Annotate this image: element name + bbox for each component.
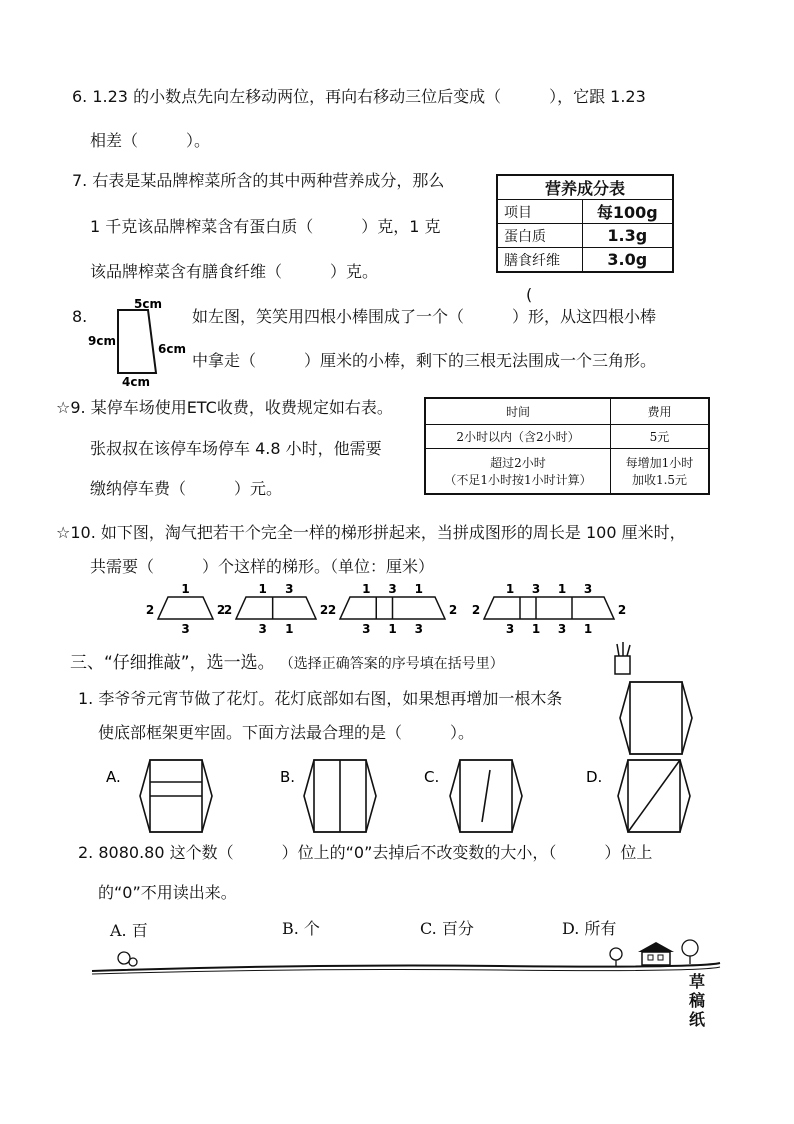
fee-row1-cost: 5元	[611, 424, 710, 448]
bush-icon	[118, 952, 137, 966]
q8-line1: 如左图，笑笑用四根小棒围成了一个（ ）形，从这四根小棒	[192, 307, 657, 326]
side-label: 2	[471, 603, 481, 617]
fee-row2-cost-b: 加收1.5元	[631, 472, 688, 487]
option-b-label: B.	[280, 768, 296, 786]
lantern-option-a	[140, 760, 212, 832]
lantern-reference-frame	[620, 682, 692, 754]
q9-line2: 张叔叔在该停车场停车 4.8 小时，他需要	[90, 439, 382, 458]
trapezoid-chain-figure	[0, 582, 794, 645]
edge-label-top: 3	[583, 582, 593, 596]
s3-q2-line2: 的“0”不用读出来。	[98, 883, 237, 902]
fee-header-time: 时间	[425, 398, 611, 424]
label-left: 9cm	[88, 334, 116, 348]
nutrition-row-value: 3.0g	[582, 248, 673, 273]
q9-line3: 缴纳停车费（ ）元。	[90, 479, 283, 498]
side-label: 2	[319, 603, 329, 617]
edge-label-bottom: 3	[362, 622, 371, 636]
footer-decoration	[0, 936, 794, 986]
side-label: 2	[145, 603, 155, 617]
margin-char: 纸	[688, 1010, 705, 1029]
side-label: 2	[216, 603, 226, 617]
trapezoid-figure	[86, 296, 196, 390]
s3-q1-line1: 1. 李爷爷元宵节做了花灯。花灯底部如右图，如果想再增加一根木条	[78, 689, 563, 708]
lantern-option-d	[618, 760, 690, 832]
s3-q1-line2: 使底部框架更牢固。下面方法最合理的是（ ）。	[98, 723, 475, 742]
edge-label-bottom: 1	[583, 622, 593, 636]
trapezoid-strip	[158, 597, 213, 619]
q10-line1: ☆10. 如下图，淘气把若干个完全一样的梯形拼起来，当拼成图形的周长是 100 厘米时，	[56, 523, 686, 542]
s3-q2-option-b: B. 个	[282, 919, 320, 938]
lantern-options	[140, 682, 692, 832]
margin-char: 稿	[688, 991, 705, 1010]
edge-label-top: 1	[258, 582, 267, 596]
edge-label-top: 1	[181, 582, 190, 596]
nutrition-row-value: 1.3g	[582, 224, 673, 248]
edge-label-bottom: 3	[557, 622, 567, 636]
q7-line3: 该品牌榨菜含有膳食纤维（ ）克。	[90, 262, 379, 281]
edge-label-top: 3	[388, 582, 397, 596]
tree-icon	[682, 940, 698, 964]
draft-paper-label	[686, 972, 708, 1029]
label-right: 6cm	[158, 342, 186, 356]
edge-label-top: 1	[557, 582, 567, 596]
label-top: 5cm	[134, 297, 162, 311]
fee-row1-time: 2小时以内（含2小时）	[425, 424, 611, 448]
fee-row2-time-b: （不足1小时按1小时计算）	[444, 472, 592, 487]
section3-heading	[70, 652, 504, 675]
edge-label-bottom: 1	[388, 622, 397, 636]
edge-label-bottom: 1	[531, 622, 541, 636]
trapezoid-strip	[236, 597, 316, 619]
q6-line1: 6. 1.23 的小数点先向左移动两位，再向右移动三位后变成（ ），它跟 1.23	[72, 87, 646, 106]
edge-label-bottom: 3	[505, 622, 515, 636]
trapezoid-strip	[484, 597, 614, 619]
section3-note: （选择正确答案的序号填在括号里）	[279, 656, 504, 672]
q8-number: 8.	[72, 307, 88, 326]
lantern-option-c	[450, 760, 522, 832]
s3-q2-option-d: D. 所有	[562, 919, 617, 938]
fee-header-cost: 费用	[611, 398, 710, 424]
fee-row2-cost-a: 每增加1小时	[625, 455, 694, 470]
edge-label-top: 3	[531, 582, 541, 596]
q8-line2: 中拿走（ ）厘米的小棒，剩下的三根无法围成一个三角形。	[192, 351, 657, 370]
trapezoid-shape	[118, 310, 156, 373]
edge-label-bottom: 3	[181, 622, 190, 636]
edge-label-top: 1	[505, 582, 515, 596]
section3-title: 三、“仔细推敲”，选一选。	[70, 653, 275, 673]
nutrition-row-name: 蛋白质	[497, 224, 582, 248]
q7-line2: 1 千克该品牌榨菜含有蛋白质（ ）克，1 克	[90, 217, 441, 236]
label-bottom: 4cm	[122, 375, 150, 389]
lantern-option-b	[304, 760, 376, 832]
parking-fee-table	[424, 397, 710, 495]
nutrition-row-name: 膳食纤维	[497, 248, 582, 273]
edge-label-top: 3	[285, 582, 294, 596]
q10-line2: 共需要（ ）个这样的梯形。（单位：厘米）	[90, 557, 435, 576]
q6-line2: 相差（ ）。	[90, 131, 211, 150]
edge-label-top: 1	[414, 582, 423, 596]
option-c-label: C.	[424, 768, 440, 786]
trapezoid-chains	[146, 582, 626, 636]
edge-label-bottom: 3	[258, 622, 267, 636]
side-label: 2	[617, 603, 627, 617]
side-label: 2	[327, 603, 337, 617]
edge-label-bottom: 3	[414, 622, 423, 636]
fee-row2-time-a: 超过2小时	[490, 455, 546, 470]
side-label: 2	[223, 603, 233, 617]
fee-row2-cost	[611, 448, 710, 494]
nutrition-header-per: 每100g	[582, 200, 673, 224]
pencil-cup-icon	[610, 642, 636, 676]
s3-q2-line1: 2. 8080.80 这个数（ ）位上的“0”去掉后不改变数的大小，（ ）位上	[78, 843, 653, 862]
q7-line1: 7. 右表是某品牌榨菜所含的其中两种营养成分，那么	[72, 171, 445, 190]
option-a-label: A.	[106, 768, 121, 786]
nutrition-table-title: 营养成分表	[497, 175, 673, 200]
nutrition-table	[496, 174, 674, 273]
stray-mark: (	[526, 285, 533, 304]
margin-char: 草	[688, 972, 705, 991]
tree-icon	[610, 948, 622, 966]
q9-line1: ☆9. 某停车场使用ETC收费，收费规定如右表。	[56, 398, 393, 417]
edge-label-top: 1	[362, 582, 371, 596]
edge-label-bottom: 1	[285, 622, 294, 636]
lantern-figures	[0, 680, 794, 840]
s3-q2-option-c: C. 百分	[420, 919, 474, 938]
option-d-label: D.	[586, 768, 603, 786]
side-label: 2	[448, 603, 458, 617]
s3-q2-option-a: A. 百	[110, 921, 148, 940]
house-icon	[638, 942, 674, 965]
fee-row2-time	[425, 448, 611, 494]
nutrition-header-item: 项目	[497, 200, 582, 224]
